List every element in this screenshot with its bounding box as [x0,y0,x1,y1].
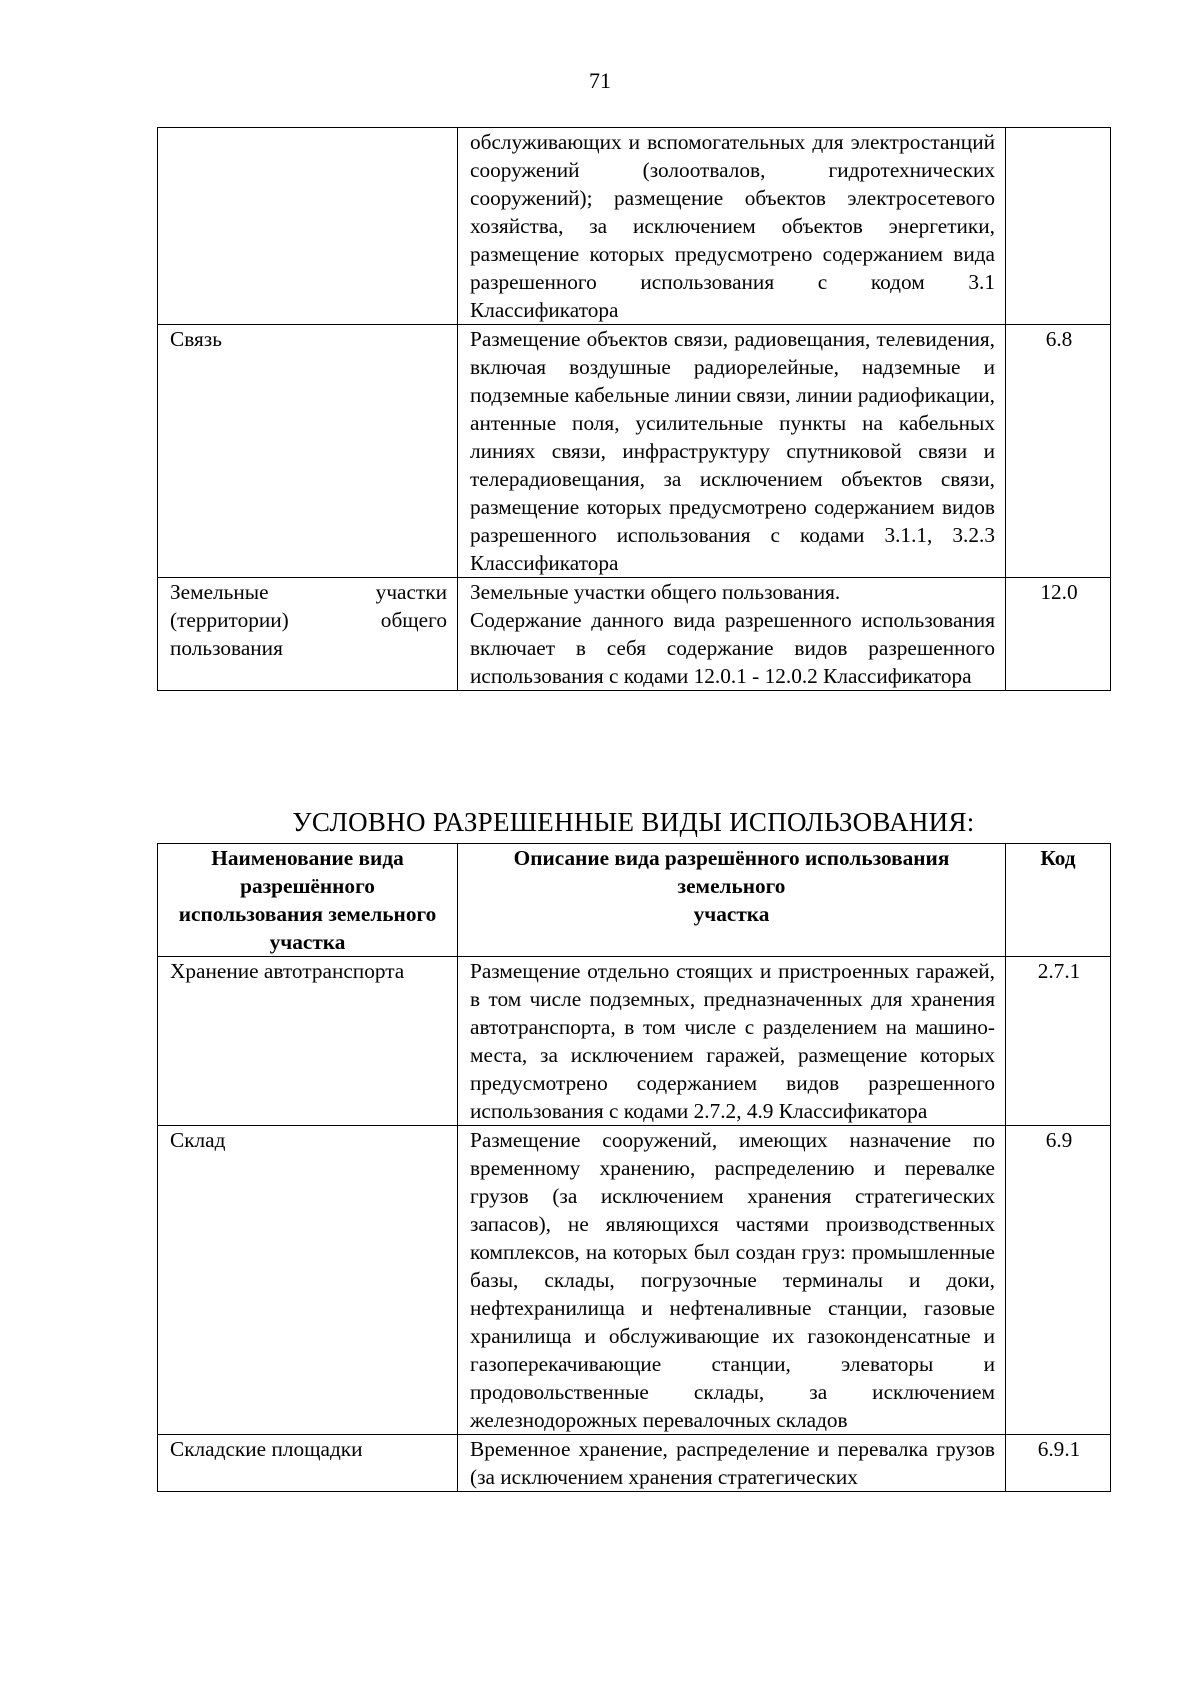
use-description-cell [458,1435,1006,1492]
permitted-uses-table-continued [157,127,1111,691]
table-row [158,128,1111,325]
use-code-cell: 6.9 [1006,1126,1111,1435]
use-description-cell [458,1126,1006,1435]
use-description-text: Временное хранение, распределение и перевалка грузов (за исключением хранения стратегических [470,1437,995,1489]
column-header-description-line: Описание вида разрешённого использования земельного [513,846,950,898]
use-description-cell [458,325,1006,578]
use-name-cell: Склад [158,1126,458,1435]
table-row [158,1435,1111,1492]
use-name-text: Земельные участки (территории) общего пользования [170,580,447,660]
use-name-cell [158,578,458,691]
column-header-description [458,844,1006,957]
use-description-text: Размещение объектов связи, радиовещания, телевидения, включая воздушные радиорелейные, надземные и подземные кабельные линии связи, линии радиофикации, антенные поля, усилительные пункты на кабельных линиях связи, инфраструктуру спутниковой связи и телерадиовещания, за исключением объектов связи, размещение которых предусмотрено содержанием видов разрешенного использования с кодами 3.1.1, 3.2.3 Классификатора [470,327,995,575]
use-description-cell [458,957,1006,1126]
column-header-name [158,844,458,957]
use-description-text: Размещение сооружений, имеющих назначение по временному хранению, распределению и перевалке грузов (за исключением хранения стратегических запасов), не являющихся частями производственных комплексов, на которых был создан груз: промышленные базы, склады, погрузочные терминалы и доки, нефтехранилища и нефтеналивные станции, газовые хранилища и обслуживающие их газоконденсатные и газоперекачивающие станции, элеваторы и продовольственные склады, за исключением железнодорожных перевалочных складов [470,1128,995,1432]
table-row [158,1126,1111,1435]
table-header-row [158,844,1111,957]
use-description-cell [458,578,1006,691]
column-header-code: Код [1006,844,1111,957]
use-code-cell [1006,128,1111,325]
use-code-cell: 12.0 [1006,578,1111,691]
table-row [158,578,1111,691]
use-code-cell: 6.9.1 [1006,1435,1111,1492]
table-row [158,957,1111,1126]
use-name-cell [158,128,458,325]
use-code-cell: 6.8 [1006,325,1111,578]
use-description-text: обслуживающих и вспомогательных для электростанций сооружений (золоотвалов, гидротехнических сооружений); размещение объектов электросетевого хозяйства, за исключением объектов энергетики, размещение которых предусмотрено содержанием вида разрешенного использования с кодом 3.1 Классификатора [470,130,995,322]
use-name-cell: Складские площадки [158,1435,458,1492]
page-number: 71 [589,68,611,93]
use-description-line: Земельные участки общего пользования. [470,580,841,604]
use-code-cell: 2.7.1 [1006,957,1111,1126]
use-description-line: Содержание данного вида разрешенного использования включает в себя содержание видов разрешенного использования с кодами 12.0.1 - 12.0.2 Классификатора [470,608,995,688]
column-header-description-line: участка [693,902,770,926]
use-name-cell: Хранение автотранспорта [158,957,458,1126]
column-header-name-text: Наименование вида разрешённого использования земельного участка [178,846,437,954]
conditional-uses-table [157,843,1111,1492]
table-row [158,325,1111,578]
use-description-text: Размещение отдельно стоящих и пристроенных гаражей, в том числе подземных, предназначенных для хранения автотранспорта, в том числе с разделением на машино-места, за исключением гаражей, размещение которых предусмотрено содержанием видов разрешенного использования с кодами 2.7.2, 4.9 Классификатора [470,959,995,1123]
section-title: УСЛОВНО РАЗРЕШЕННЫЕ ВИДЫ ИСПОЛЬЗОВАНИЯ: [292,807,975,837]
use-name-cell: Связь [158,325,458,578]
use-description-cell [458,128,1006,325]
